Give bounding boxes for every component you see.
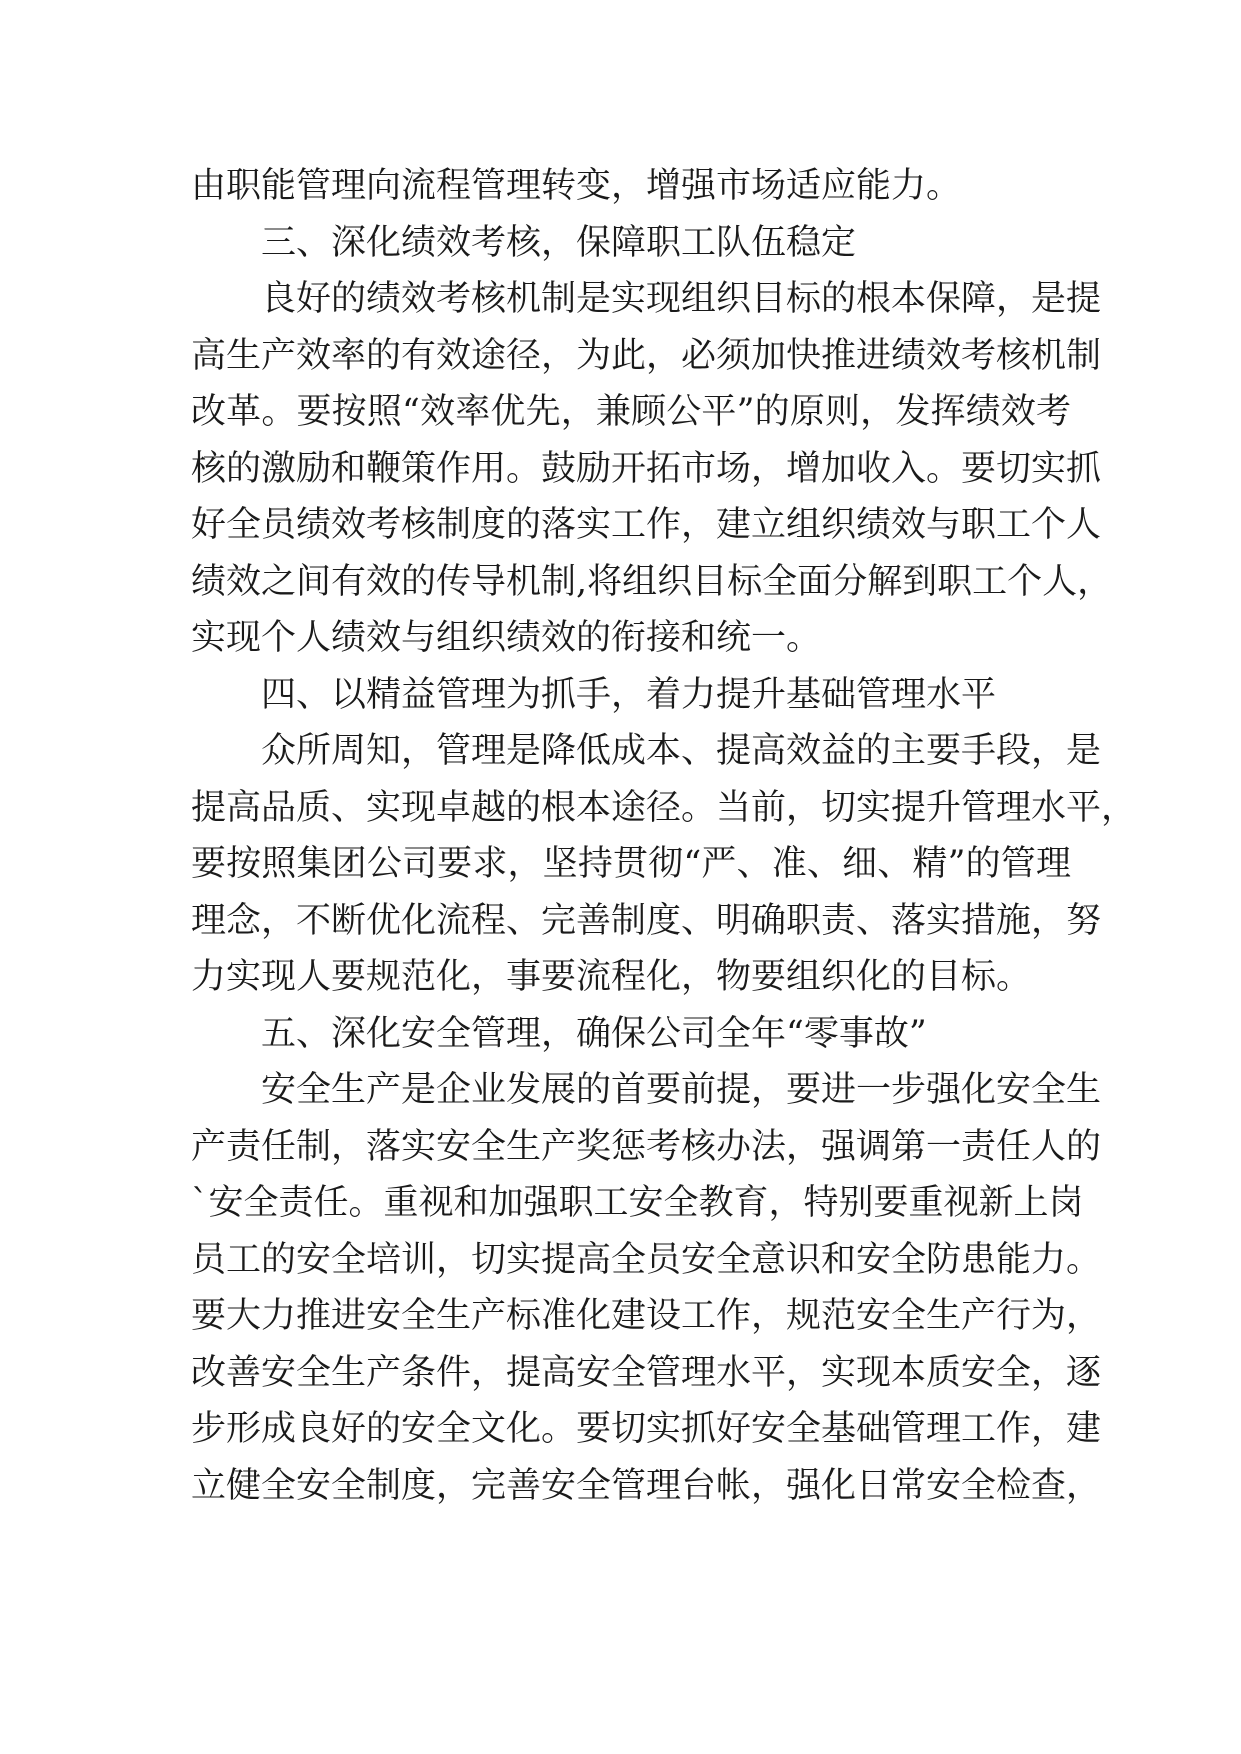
paragraph-line: 步形成良好的安全文化。要切实抓好安全基础管理工作，建 xyxy=(191,1409,1102,1449)
paragraph-line: 高生产效率的有效途径，为此，必须加快推进绩效考核机制 xyxy=(191,335,1102,376)
paragraph-line: `安全责任。重视和加强职工安全教育，特别要重视新上岗 xyxy=(191,1183,1084,1223)
paragraph-line: 要大力推进安全生产标准化建设工作，规范安全生产行为， xyxy=(191,1296,1102,1336)
paragraph-line: 理念，不断优化流程、完善制度、明确职责、落实措施，努 xyxy=(191,900,1102,941)
section-heading-3: 三、深化绩效考核，保障职工队伍稳定 xyxy=(261,222,857,263)
paragraph-line: 实现个人绩效与组织绩效的衔接和统一。 xyxy=(191,618,822,658)
paragraph-line: 良好的绩效考核机制是实现组织目标的根本保障，是提 xyxy=(261,279,1102,319)
paragraph-line: 要按照集团公司要求，坚持贯彻“严、准、细、精”的管理 xyxy=(191,844,1071,884)
document-body xyxy=(191,158,1137,1514)
paragraph-line: 产责任制，落实安全生产奖惩考核办法，强调第一责任人的 xyxy=(191,1126,1102,1167)
paragraph-line: 改善安全生产条件，提高安全管理水平，实现本质安全，逐 xyxy=(191,1352,1102,1393)
paragraph-line: 立健全安全制度，完善安全管理台帐，强化日常安全检查， xyxy=(191,1465,1102,1506)
paragraph-line: 绩效之间有效的传导机制,将组织目标全面分解到职工个人， xyxy=(191,561,1113,602)
paragraph-line: 安全生产是企业发展的首要前提，要进一步强化安全生 xyxy=(261,1070,1102,1110)
paragraph-line: 好全员绩效考核制度的落实工作，建立组织绩效与职工个人 xyxy=(191,505,1102,545)
paragraph-line: 众所周知，管理是降低成本、提高效益的主要手段，是 xyxy=(261,731,1102,771)
paragraph-line: 由职能管理向流程管理转变，增强市场适应能力。 xyxy=(191,166,962,206)
paragraph-line: 员工的安全培训，切实提高全员安全意识和安全防患能力。 xyxy=(191,1239,1102,1280)
paragraph-line: 力实现人要规范化，事要流程化，物要组织化的目标。 xyxy=(191,957,1032,997)
section-heading-5: 五、深化安全管理，确保公司全年“零事故” xyxy=(261,1013,927,1054)
paragraph-line: 改革。要按照“效率优先，兼顾公平”的原则，发挥绩效考 xyxy=(191,392,1071,432)
section-heading-4: 四、以精益管理为抓手，着力提升基础管理水平 xyxy=(261,674,997,715)
paragraph-line: 核的激励和鞭策作用。鼓励开拓市场，增加收入。要切实抓 xyxy=(191,448,1102,489)
paragraph-line: 提高品质、实现卓越的根本途径。当前，切实提升管理水平， xyxy=(191,787,1137,828)
